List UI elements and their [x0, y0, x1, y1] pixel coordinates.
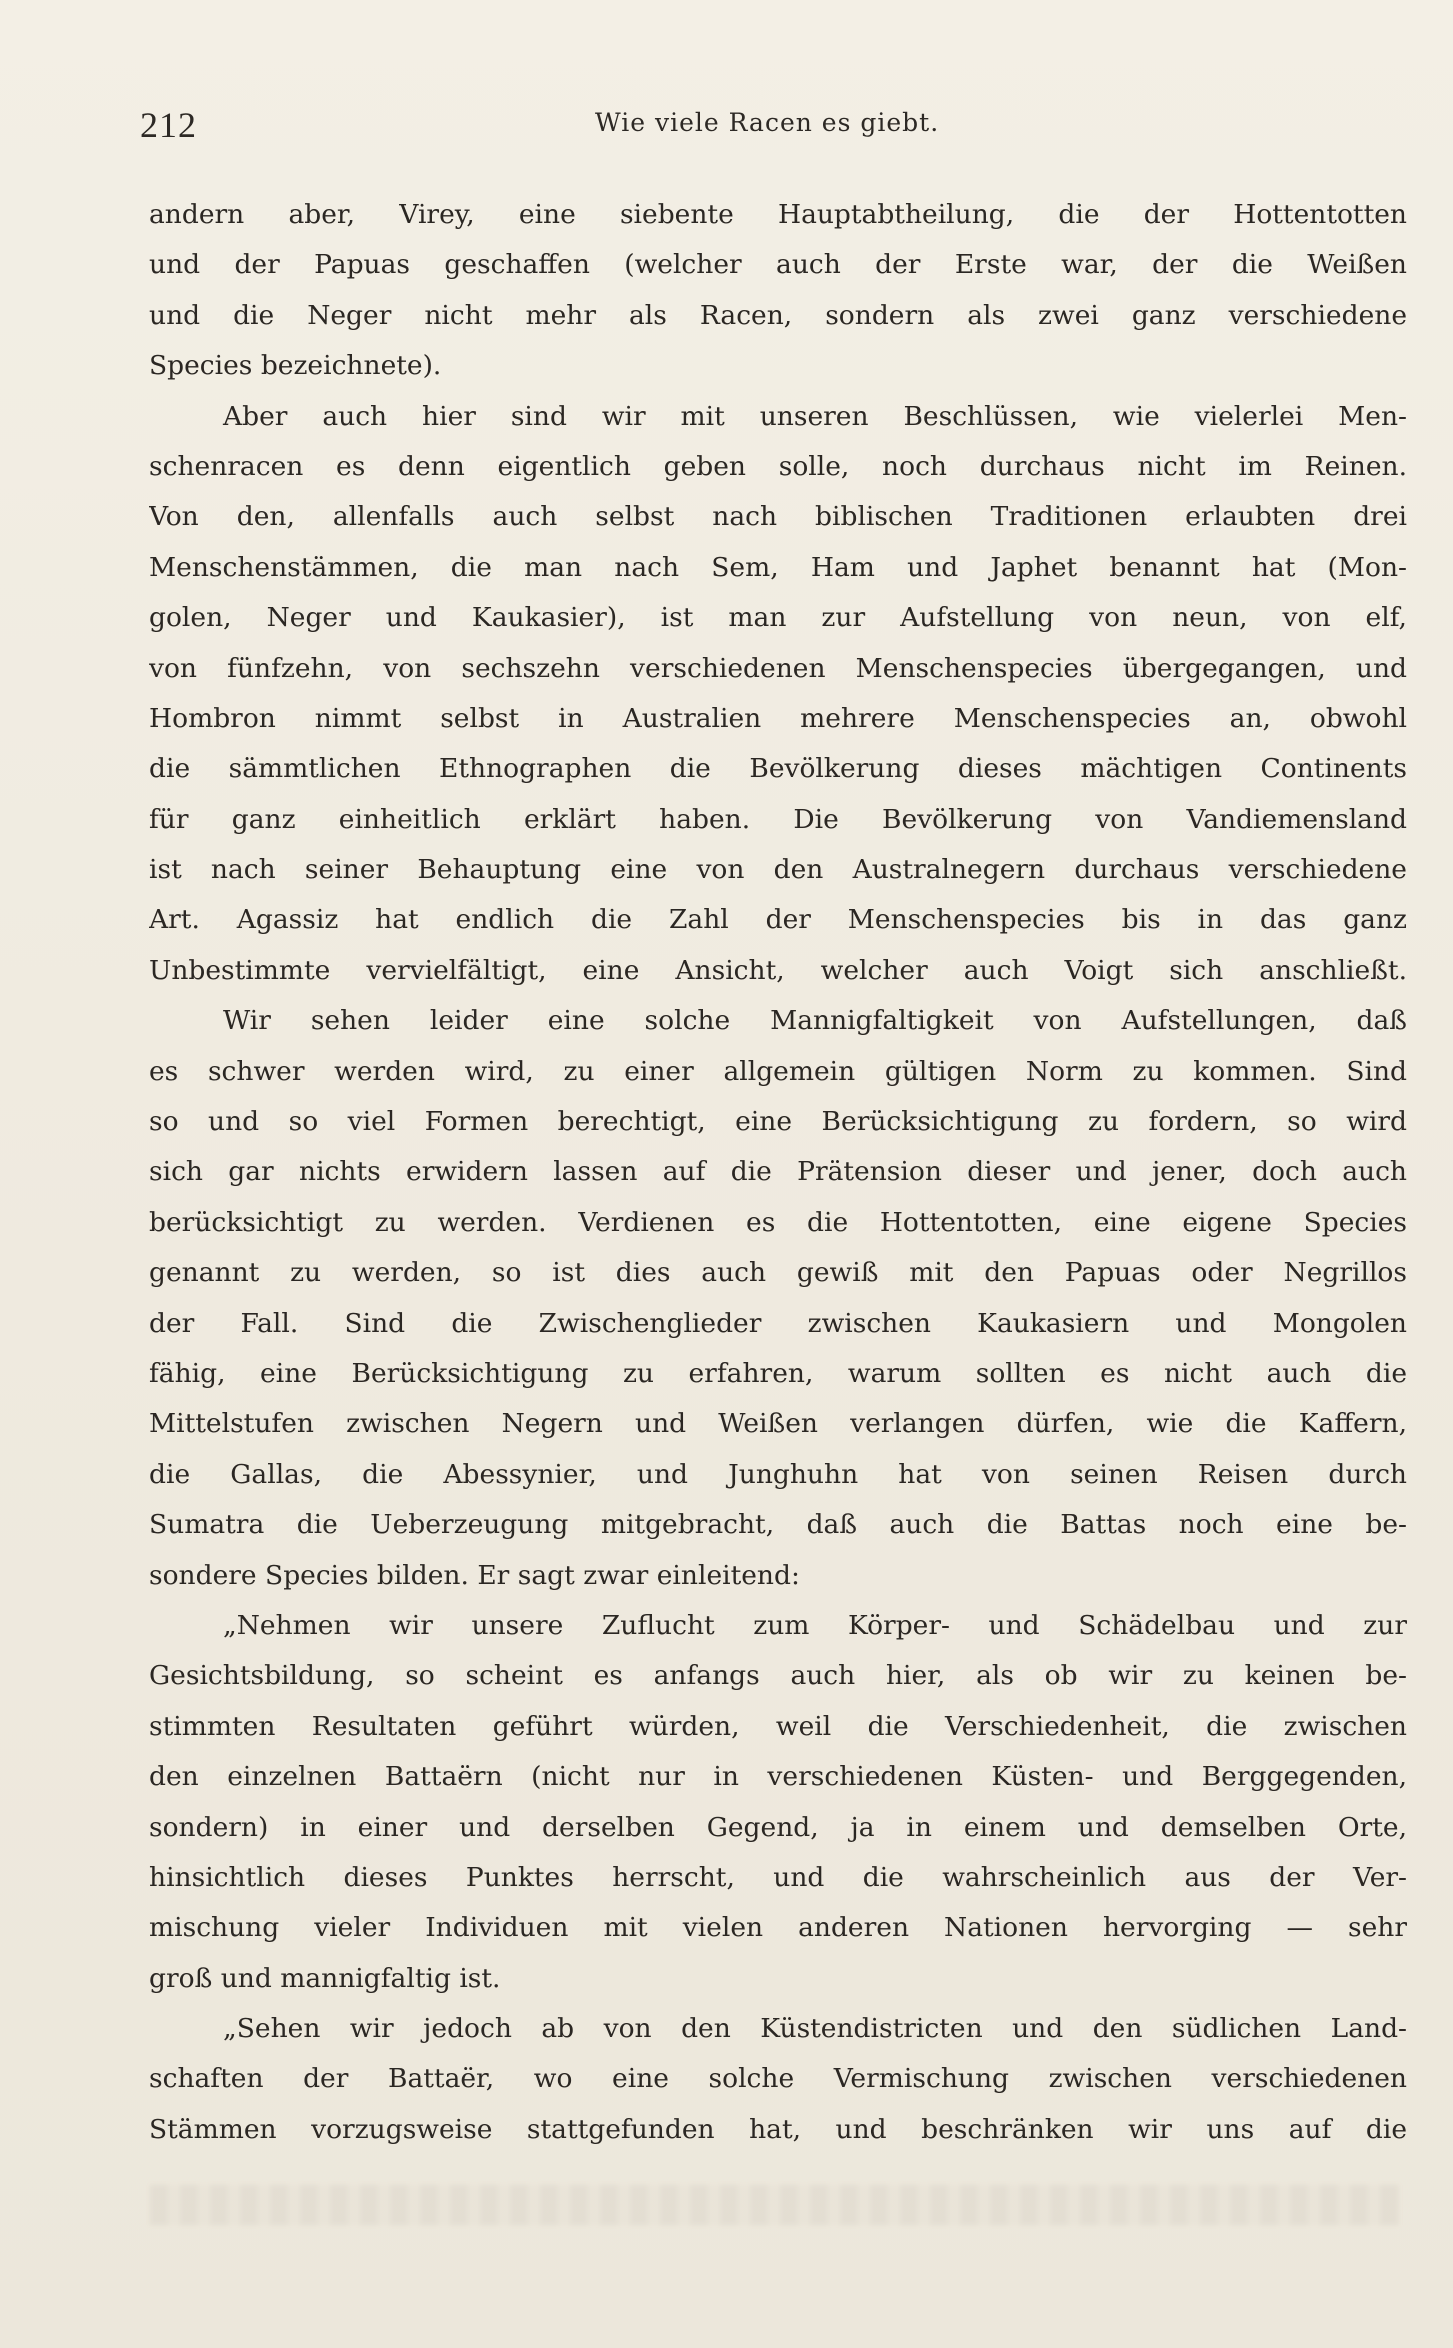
text-line: „Nehmen wir unsere Zuflucht zum Körper- und Schädelbau und zur — [223, 1609, 1407, 1641]
text-line: berücksichtigt zu werden. Verdienen es die Hottentotten, eine eigene Species — [149, 1206, 1407, 1238]
body-text — [149, 190, 1407, 2155]
text-line: den einzelnen Battaërn (nicht nur in verschiedenen Küsten- und Berggegenden, — [149, 1761, 1407, 1793]
text-line: es schwer werden wird, zu einer allgemein gültigen Norm zu kommen. Sind — [149, 1055, 1407, 1087]
show-through-bleed — [150, 2185, 1400, 2225]
text-line: für ganz einheitlich erklärt haben. Die Bevölkerung von Vandiemensland — [149, 803, 1407, 835]
text-line: so und so viel Formen berechtigt, eine Berücksichtigung zu fordern, so wird — [149, 1106, 1407, 1138]
text-line: golen, Neger und Kaukasier), ist man zur Aufstellung von neun, von elf, — [149, 602, 1407, 634]
text-line: von fünfzehn, von sechszehn verschiedenen Menschenspecies übergegangen, und — [149, 652, 1407, 684]
text-line: sondern) in einer und derselben Gegend, ja in einem und demselben Orte, — [149, 1811, 1407, 1843]
text-line: ist nach seiner Behauptung eine von den Australnegern durchaus verschiedene — [149, 854, 1407, 886]
text-line: die sämmtlichen Ethnographen die Bevölkerung dieses mächtigen Continents — [149, 753, 1407, 785]
page-number: 212 — [140, 105, 197, 145]
text-line: Stämmen vorzugsweise stattgefunden hat, und beschränken wir uns auf die — [149, 2113, 1407, 2145]
text-line: andern aber, Virey, eine siebente Hauptabtheilung, die der Hottentotten — [149, 199, 1407, 230]
text-line: schaften der Battaër, wo eine solche Vermischung zwischen verschiedenen — [149, 2063, 1407, 2095]
text-line: genannt zu werden, so ist dies auch gewiß mit den Papuas oder Negrillos — [149, 1257, 1407, 1289]
text-line: die Gallas, die Abessynier, und Junghuhn hat von seinen Reisen durch — [149, 1458, 1407, 1490]
text-line: Species bezeichnete). — [149, 350, 442, 382]
text-line: sondere Species bilden. Er sagt zwar einleitend: — [149, 1559, 800, 1591]
text-line: Von den, allenfalls auch selbst nach biblischen Traditionen erlaubten drei — [149, 501, 1407, 533]
text-line: Wir sehen leider eine solche Mannigfaltigkeit von Aufstellungen, daß — [223, 1005, 1407, 1037]
text-line: Unbestimmte vervielfältigt, eine Ansicht, welcher auch Voigt sich anschließt. — [149, 954, 1407, 986]
text-line: schenracen es denn eigentlich geben solle, noch durchaus nicht im Reinen. — [149, 450, 1407, 482]
text-line: Hombron nimmt selbst in Australien mehrere Menschenspecies an, obwohl — [149, 702, 1407, 734]
text-line: Art. Agassiz hat endlich die Zahl der Menschenspecies bis in das ganz — [149, 904, 1407, 936]
text-line: und der Papuas geschaffen (welcher auch der Erste war, der die Weißen — [149, 249, 1407, 281]
text-line: fähig, eine Berücksichtigung zu erfahren, warum sollten es nicht auch die — [149, 1357, 1407, 1389]
text-line: Aber auch hier sind wir mit unseren Beschlüssen, wie vielerlei Men- — [223, 400, 1407, 432]
text-line: Mittelstufen zwischen Negern und Weißen verlangen dürfen, wie die Kaffern, — [149, 1408, 1407, 1440]
text-line: stimmten Resultaten geführt würden, weil die Verschiedenheit, die zwischen — [149, 1710, 1407, 1742]
text-line: Gesichtsbildung, so scheint es anfangs auch hier, als ob wir zu keinen be- — [149, 1660, 1407, 1692]
running-head: Wie viele Racen es giebt. — [595, 108, 940, 137]
text-line: mischung vieler Individuen mit vielen anderen Nationen hervorging — sehr — [149, 1912, 1407, 1944]
page-header — [140, 104, 1410, 164]
text-line: Menschenstämmen, die man nach Sem, Ham und Japhet benannt hat (Mon- — [149, 551, 1407, 583]
text-line: „Sehen wir jedoch ab von den Küstendistricten und den südlichen Land- — [223, 2013, 1407, 2045]
text-line: groß und mannigfaltig ist. — [149, 1962, 501, 1994]
text-line: Sumatra die Ueberzeugung mitgebracht, daß auch die Battas noch eine be- — [149, 1509, 1407, 1541]
text-line: der Fall. Sind die Zwischenglieder zwischen Kaukasiern und Mongolen — [149, 1307, 1407, 1339]
text-line: hinsichtlich dieses Punktes herrscht, und die wahrscheinlich aus der Ver- — [149, 1861, 1407, 1893]
text-line: und die Neger nicht mehr als Racen, sondern als zwei ganz verschiedene — [149, 299, 1407, 331]
text-line: sich gar nichts erwidern lassen auf die Prätension dieser und jener, doch auch — [149, 1156, 1407, 1188]
